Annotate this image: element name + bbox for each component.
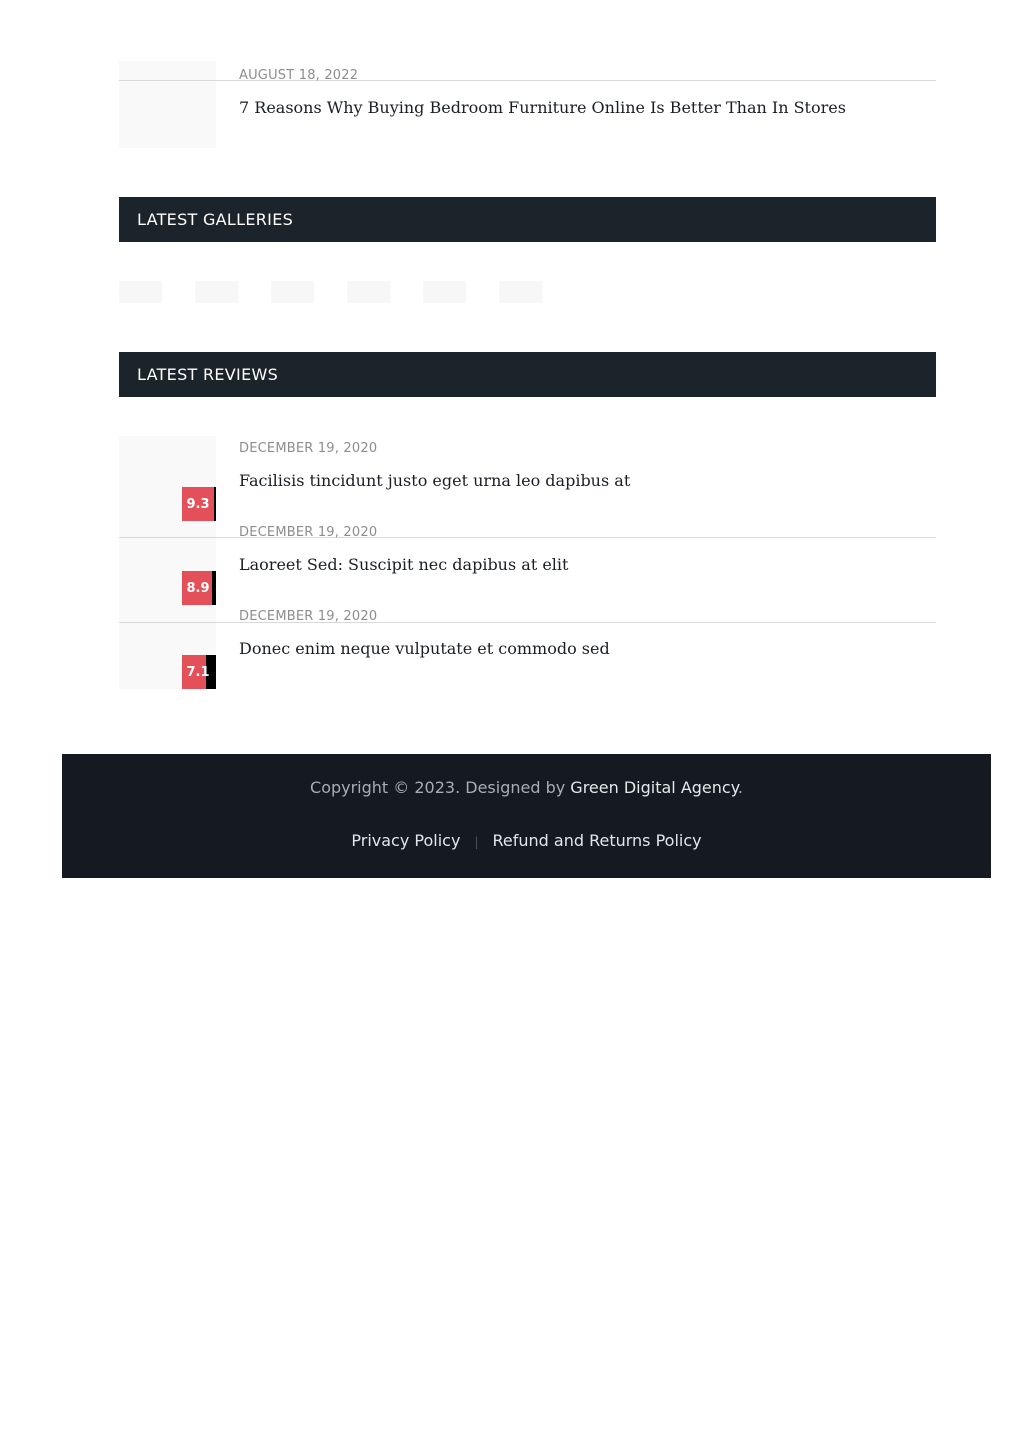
refund-returns-policy-link[interactable]: Refund and Returns Policy: [492, 831, 702, 850]
gallery-thumb[interactable]: [347, 281, 390, 303]
post-title-link[interactable]: 7 Reasons Why Buying Bedroom Furniture Online Is Better Than In Stores: [239, 98, 846, 117]
copyright-prefix: Copyright © 2023. Designed by: [310, 778, 571, 797]
review-score-value: 9.3: [186, 496, 210, 512]
privacy-policy-link[interactable]: Privacy Policy: [351, 831, 461, 850]
review-score-badge: [182, 655, 216, 689]
review-score-badge: [182, 571, 216, 605]
review-score-value: 7.1: [186, 664, 210, 680]
footer-link-separator: |: [474, 835, 479, 849]
latest-galleries-header: LATEST GALLERIES: [119, 197, 936, 242]
agency-link[interactable]: Green Digital Agency: [570, 778, 738, 797]
gallery-thumb[interactable]: [499, 281, 542, 303]
post-thumbnail[interactable]: [119, 61, 216, 148]
site-footer: [62, 754, 991, 878]
review-title-link[interactable]: Facilisis tincidunt justo eget urna leo dapibus at: [239, 471, 631, 490]
copyright-text: [62, 778, 991, 797]
gallery-thumb[interactable]: [271, 281, 314, 303]
gallery-thumb[interactable]: [423, 281, 466, 303]
review-score-value: 8.9: [186, 580, 210, 596]
review-date: DECEMBER 19, 2020: [239, 441, 378, 456]
review-title-link[interactable]: Donec enim neque vulputate et commodo sed: [239, 639, 610, 658]
review-score-badge: [182, 487, 216, 521]
post-date: AUGUST 18, 2022: [239, 68, 359, 83]
gallery-thumb[interactable]: [195, 281, 238, 303]
gallery-thumb[interactable]: [119, 281, 162, 303]
review-date: DECEMBER 19, 2020: [239, 525, 378, 540]
latest-reviews-header: LATEST REVIEWS: [119, 352, 936, 397]
review-title-link[interactable]: Laoreet Sed: Suscipit nec dapibus at elit: [239, 555, 569, 574]
review-date: DECEMBER 19, 2020: [239, 609, 378, 624]
copyright-suffix: .: [737, 778, 743, 797]
footer-links: [62, 831, 991, 850]
